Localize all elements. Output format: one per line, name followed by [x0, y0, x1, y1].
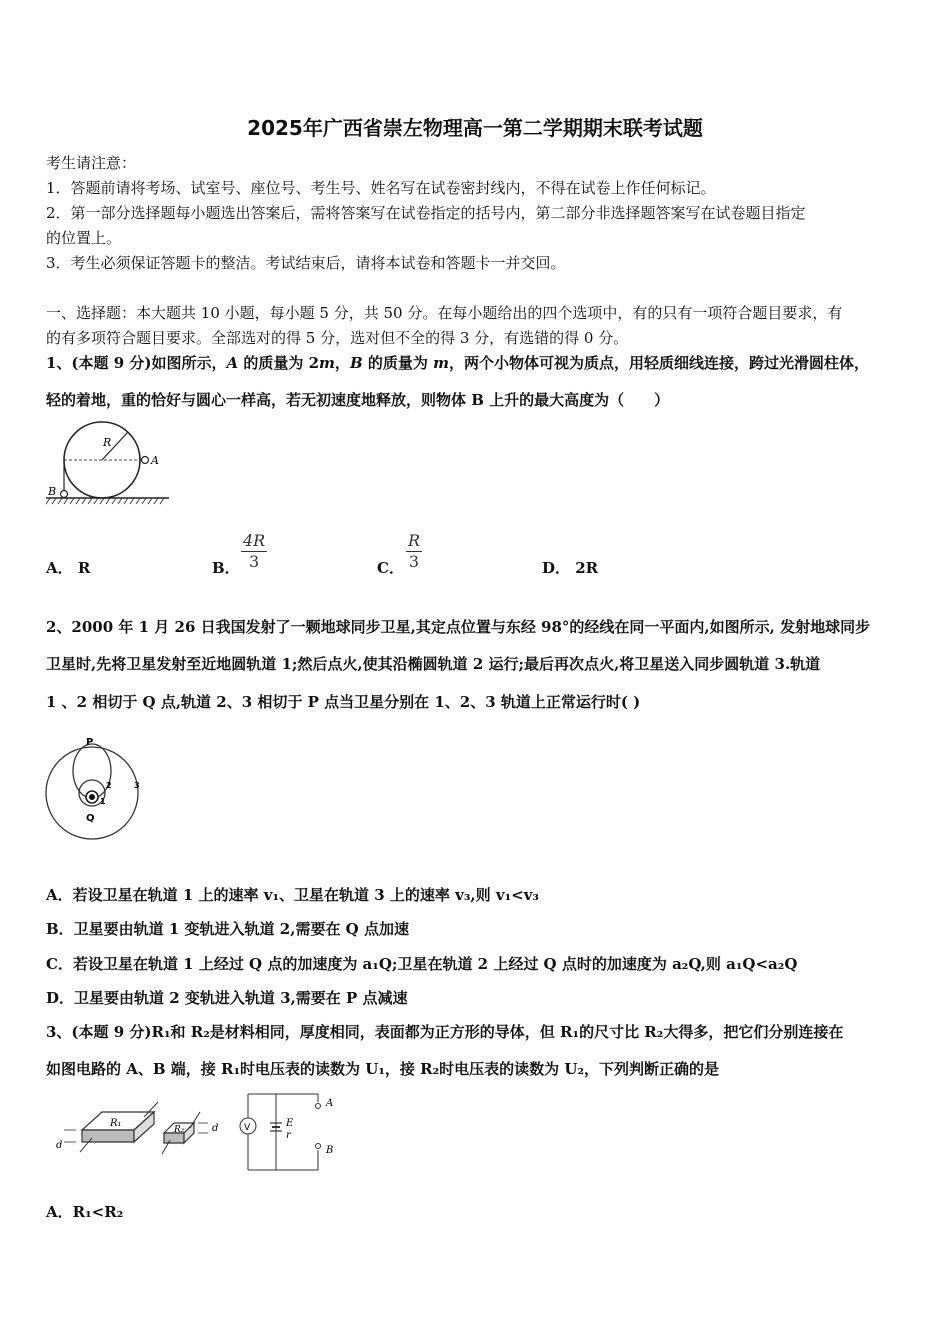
option-b-fraction: $\frac{4R}{3}$: [243, 531, 266, 571]
terminal-b-label: B: [326, 1145, 334, 1156]
ground-hatch: [46, 498, 164, 504]
label-q: Q: [86, 813, 95, 824]
terminal-b: [316, 1144, 321, 1149]
option-d: D． 2R: [542, 559, 599, 577]
question-2-figure: [44, 730, 154, 850]
option-c-fraction: $\frac{R}{3}$: [408, 531, 421, 571]
voltmeter-label: V: [244, 1123, 251, 1133]
page-title: 2025年广西省崇左物理高一第二学期期末联考试题: [247, 116, 703, 140]
r2-lead-2: [190, 1112, 200, 1128]
r1-label: R₁: [110, 1118, 122, 1129]
notice-heading: 考生请注意：: [46, 154, 137, 172]
question-3-text-2: 如图电路的 A、B 端，接 R₁时电压表的读数为 U₁，接 R₂时电压表的读数为 U₂，下列判断正确的是: [46, 1060, 720, 1078]
label-b: B: [48, 485, 57, 498]
section-intro: 的有多项符合题目要求。全部选对的得 5 分，选对但不全的得 3 分，有选错的得 0 分。: [46, 329, 629, 347]
option-a: A． R: [46, 559, 91, 577]
internal-r-label: r: [286, 1130, 291, 1141]
q2-option-b: B．卫星要由轨道 1 变轨进入轨道 2,需要在 Q 点加速: [46, 920, 409, 938]
option-c-label: C．: [377, 559, 404, 577]
question-2-text-3: 1 、2 相切于 Q 点,轨道 2、3 相切于 P 点当卫星分别在 1、2、3 轨道上正常运行时( ): [46, 693, 641, 711]
d-label-1: d: [56, 1140, 63, 1151]
label-3: 3: [134, 781, 140, 790]
earth-core: [89, 794, 95, 800]
question-1-text-2: 轻的着地，重的恰好与圆心一样高，若无初速度地释放，则物体 B 上升的最大高度为（ ）: [46, 391, 670, 409]
terminal-a: [316, 1104, 321, 1109]
option-b-label: B．: [212, 559, 240, 577]
question-3-figure: [52, 1090, 342, 1180]
q3-option-a: A．R₁<R₂: [46, 1203, 124, 1221]
notice-item: 2．第一部分选择题每小题选出答案后，需将答案写在试卷指定的括号内，第二部分非选择题答案写在试卷题目指定: [46, 204, 806, 222]
label-r: R: [103, 436, 112, 449]
label-2: 2: [106, 781, 112, 790]
question-2-text: 2、2000 年 1 月 26 日我国发射了一颗地球同步卫星,其定点位置与东经 98°的经线在同一平面内,如图所示, 发射地球同步: [46, 618, 871, 636]
object-b: [61, 491, 68, 498]
question-3-text: 3、(本题 9 分)R₁和 R₂是材料相同，厚度相同，表面都为正方形的导体，但 R₁的尺寸比 R₂大得多，把它们分别连接在: [46, 1023, 844, 1041]
section-intro: 一、选择题：本大题共 10 小题，每小题 5 分，共 50 分。在每小题给出的四个选项中，有的只有一项符合题目要求，有: [46, 304, 843, 322]
object-a: [142, 457, 149, 464]
q2-option-a: A．若设卫星在轨道 1 上的速率 v₁、卫星在轨道 3 上的速率 v₃,则 v₁<v₃: [46, 886, 540, 904]
notice-item: 3．考生必须保证答题卡的整洁。考试结束后，请将本试卷和答题卡一并交回。: [46, 254, 566, 272]
label-1: 1: [100, 797, 106, 806]
notice-item: 1．答题前请将考场、试室号、座位号、考生号、姓名写在试卷密封线内，不得在试卷上作任何标记。: [46, 179, 716, 197]
emf-label: E: [286, 1118, 294, 1129]
label-a: A: [151, 454, 159, 467]
r2-label: R₂: [174, 1125, 185, 1135]
q2-option-d: D．卫星要由轨道 2 变轨进入轨道 3,需要在 P 点减速: [46, 989, 408, 1007]
terminal-a-label: A: [326, 1098, 334, 1109]
notice-item: 的位置上。: [46, 229, 122, 247]
question-1-text: 1、(本题 9 分)如图所示，A 的质量为 2m，B 的质量为 m，两个小物体可视为质点，用轻质细线连接，跨过光滑圆柱体，: [46, 354, 869, 372]
label-p: P: [86, 737, 94, 748]
question-1-figure: [44, 418, 174, 508]
question-2-text-2: 卫星时,先将卫星发射至近地圆轨道 1;然后点火,使其沿椭圆轨道 2 运行;最后再次点火,将卫星送入同步圆轨道 3.轨道: [46, 655, 821, 673]
q2-option-c: C．若设卫星在轨道 1 上经过 Q 点的加速度为 a₁Q;卫星在轨道 2 上经过 Q 点时的加速度为 a₂Q,则 a₁Q<a₂Q: [46, 955, 798, 973]
d-label-2: d: [212, 1123, 219, 1134]
